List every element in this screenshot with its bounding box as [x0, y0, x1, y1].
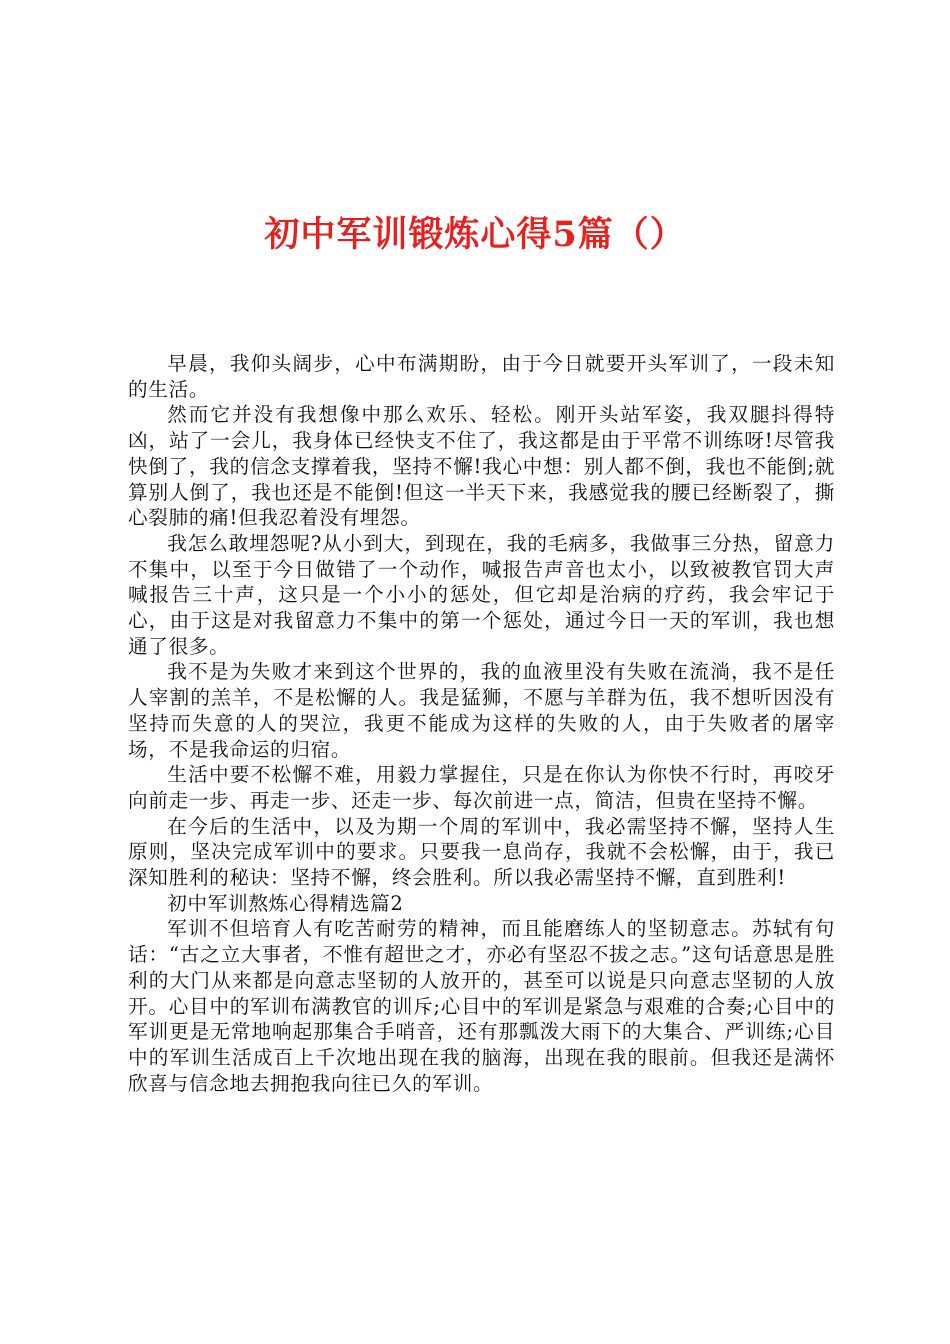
- document-title: 初中军训锻炼心得5篇（）: [264, 214, 686, 255]
- body-paragraph: 军训不但培育人有吃苦耐劳的精神，而且能磨练人的坚韧意志。苏轼有句话：“古之立大事者，不惟有超世之才，亦必有坚忍不拔之志。”这句话意思是胜利的大门从来都是向意志坚韧的人放开的，甚至可以说是只向意志坚韧的人放开。心目中的军训布满教官的训斥;心目中的军训是紧急与艰难的合奏;心目中的军训更是无常地响起那集合手哨音，还有那瓢泼大雨下的大集合、严训练;心目中的军训生活成百上千次地出现在我的脑海，出现在我的眼前。但我还是满怀欣喜与信念地去拥抱我向往已久的军训。: [128, 917, 835, 1095]
- body-paragraph: 然而它并没有我想像中那么欢乐、轻松。刚开头站军姿，我双腿抖得特凶，站了一会儿，我身体已经快支不住了，我这都是由于平常不训练呀!尽管我快倒了，我的信念支撑着我，坚持不懈!我心中想：别人都不倒，我也不能倒;就算别人倒了，我也还是不能倒!但这一半天下来，我感觉我的腰已经断裂了，撕心裂肺的痛!但我忍着没有埋怨。: [128, 403, 835, 530]
- body-paragraph: 在今后的生活中，以及为期一个周的军训中，我必需坚持不懈，坚持人生原则，坚决完成军训中的要求。只要我一息尚存，我就不会松懈，由于，我已深知胜利的秘诀：坚持不懈，终会胜利。所以我必需坚持不懈，直到胜利!: [128, 814, 835, 890]
- document-body: [128, 351, 835, 1096]
- section-heading: 初中军训熬炼心得精选篇2: [167, 891, 404, 915]
- body-paragraph: 我怎么敢埋怨呢?从小到大，到现在，我的毛病多，我做事三分热，留意力不集中，以至于今日做错了一个动作，喊报告声音也太小，以致被教官罚大声喊报告三十声，这只是一个小小的惩处，但它却是治病的疗药，我会牢记于心，由于这是对我留意力不集中的第一个惩处，通过今日一天的军训，我也想通了很多。: [128, 531, 835, 658]
- body-paragraph: 早晨，我仰头阔步，心中布满期盼，由于今日就要开头军训了，一段未知的生活。: [128, 352, 835, 401]
- body-paragraph: 我不是为失败才来到这个世界的，我的血液里没有失败在流淌，我不是任人宰割的羔羊，不是松懈的人。我是猛狮，不愿与羊群为伍，我不想听因没有坚持而失意的人的哭泣，我更不能成为这样的失败的人，由于失败者的屠宰场，不是我命运的归宿。: [128, 660, 835, 761]
- body-paragraph: 生活中要不松懈不难，用毅力掌握住，只是在你认为你快不行时，再咬牙向前走一步、再走一步、还走一步、每次前进一点，简洁，但贵在坚持不懈。: [128, 763, 835, 812]
